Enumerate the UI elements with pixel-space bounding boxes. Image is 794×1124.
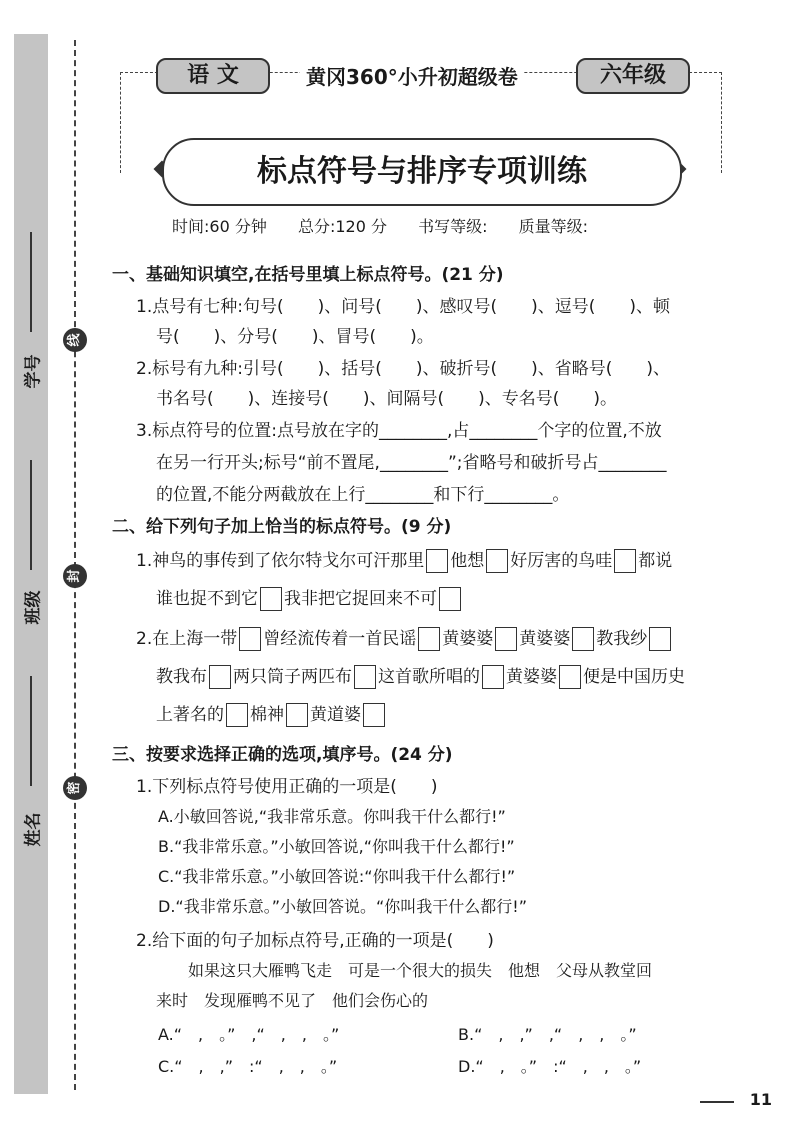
s3-q1[interactable]: 1.下列标点符号使用正确的一项是( ) bbox=[136, 777, 438, 797]
grade-badge: 六年级 bbox=[576, 58, 690, 94]
text-segment: 1.神鸟的事传到了依尔特戈尔可汗那里 bbox=[136, 551, 425, 571]
exam-meta bbox=[172, 214, 614, 237]
name-label: 姓名 bbox=[23, 812, 44, 847]
s1-q1-line1[interactable]: 1.点号有七种:句号( )、问号( )、感叹号( )、逗号( )、顿 bbox=[136, 297, 671, 317]
writing-grade: 书写等级: bbox=[418, 217, 488, 236]
text-segment: 教我纱 bbox=[596, 629, 648, 649]
s1-q2-line2[interactable]: 书名号( )、连接号( )、间隔号( )、专名号( )。 bbox=[156, 389, 618, 409]
subject-badge: 语 文 bbox=[156, 58, 270, 94]
seal-mark-line: 线 bbox=[63, 328, 87, 352]
s1-q3-line2[interactable]: 在另一行开头;标号“前不置尾,________”;省略号和破折号占________ bbox=[156, 453, 667, 473]
page-number-rule bbox=[700, 1101, 734, 1103]
text-segment: 好厉害的鸟哇 bbox=[510, 551, 613, 571]
s3-q1-option-d: D.“我非常乐意。”小敏回答说。“你叫我干什么都行!” bbox=[158, 897, 527, 916]
time-limit: 时间:60 分钟 bbox=[172, 217, 267, 236]
text-segment: 谁也捉不到它 bbox=[156, 589, 258, 609]
text-segment: 黄婆婆 bbox=[506, 667, 557, 687]
s1-q3-line3[interactable]: 的位置,不能分两截放在上行________和下行________。 bbox=[156, 485, 570, 505]
s1-q2-line1[interactable]: 2.标号有九种:引号( )、括号( )、破折号( )、省略号( )、 bbox=[136, 359, 671, 379]
s3-q1-option-b: B.“我非常乐意。”小敏回答说,“你叫我干什么都行!” bbox=[158, 837, 515, 856]
s1-q3-line1[interactable]: 3.标点符号的位置:点号放在字的________,占________个字的位置,不放 bbox=[136, 421, 662, 441]
text-segment: 黄婆婆 bbox=[519, 629, 571, 649]
text-segment: 我非把它捉回来不可 bbox=[284, 589, 437, 609]
answer-box[interactable] bbox=[226, 703, 248, 727]
text-segment: 都说 bbox=[638, 551, 673, 571]
s3-q2-passage-line1: 如果这只大雁鸭飞走 可是一个很大的损失 他想 父母从教堂回 bbox=[188, 961, 653, 980]
section-2-heading: 二、给下列句子加上恰当的标点符号。(9 分) bbox=[112, 517, 452, 537]
s2-q2-line2 bbox=[156, 662, 685, 689]
text-segment: 黄道婆 bbox=[310, 705, 361, 725]
s3-q2[interactable]: 2.给下面的句子加标点符号,正确的一项是( ) bbox=[136, 931, 494, 951]
s1-q1-line2[interactable]: 号( )、分号( )、冒号( )。 bbox=[156, 327, 434, 347]
s3-q2-option-c: C.“ , ,” :“ , , 。” bbox=[158, 1057, 338, 1076]
answer-box[interactable] bbox=[559, 665, 581, 689]
s3-q2-option-d: D.“ , 。” :“ , , 。” bbox=[458, 1057, 642, 1076]
student-id-blank[interactable] bbox=[30, 232, 32, 332]
text-segment: 两只筒子两匹布 bbox=[233, 667, 352, 687]
answer-box[interactable] bbox=[614, 549, 636, 573]
answer-box[interactable] bbox=[482, 665, 504, 689]
text-segment: 2.在上海一带 bbox=[136, 629, 238, 649]
answer-box[interactable] bbox=[486, 549, 508, 573]
text-segment: 黄婆婆 bbox=[442, 629, 494, 649]
answer-box[interactable] bbox=[286, 703, 308, 727]
page-number: 11 bbox=[749, 1090, 772, 1109]
student-id-label: 学号 bbox=[23, 354, 44, 389]
page-title: 标点符号与排序专项训练 bbox=[162, 138, 682, 206]
text-segment: 这首歌所唱的 bbox=[378, 667, 480, 687]
class-label: 班级 bbox=[23, 590, 44, 625]
s2-q1-line1 bbox=[136, 546, 672, 573]
answer-box[interactable] bbox=[354, 665, 376, 689]
answer-box[interactable] bbox=[426, 549, 448, 573]
text-segment: 棉神 bbox=[250, 705, 284, 725]
seal-mark-secret: 密 bbox=[63, 776, 87, 800]
text-segment: 上著名的 bbox=[156, 705, 224, 725]
answer-box[interactable] bbox=[495, 627, 517, 651]
answer-box[interactable] bbox=[418, 627, 440, 651]
s2-q1-line2 bbox=[156, 584, 463, 611]
answer-box[interactable] bbox=[260, 587, 282, 611]
answer-box[interactable] bbox=[439, 587, 461, 611]
answer-box[interactable] bbox=[572, 627, 594, 651]
total-score: 总分:120 分 bbox=[297, 217, 387, 236]
s2-q2-line1 bbox=[136, 624, 673, 651]
seal-mark-seal: 封 bbox=[63, 564, 87, 588]
quality-grade: 质量等级: bbox=[518, 217, 588, 236]
answer-box[interactable] bbox=[209, 665, 231, 689]
s2-q2-line3 bbox=[156, 700, 387, 727]
answer-box[interactable] bbox=[649, 627, 671, 651]
text-segment: 曾经流传着一首民谣 bbox=[263, 629, 417, 649]
s3-q2-option-b: B.“ , ,” ,“ , , 。” bbox=[458, 1025, 637, 1044]
name-blank[interactable] bbox=[30, 676, 32, 786]
section-1-heading: 一、基础知识填空,在括号里填上标点符号。(21 分) bbox=[112, 265, 504, 285]
s3-q2-passage-line2: 来时 发现雁鸭不见了 他们会伤心的 bbox=[156, 991, 429, 1010]
s3-q1-option-c: C.“我非常乐意。”小敏回答说:“你叫我干什么都行!” bbox=[158, 867, 516, 886]
series-name: 黄冈360°小升初超级卷 bbox=[300, 61, 524, 90]
answer-box[interactable] bbox=[363, 703, 385, 727]
s3-q1-option-a: A.小敏回答说,“我非常乐意。你叫我干什么都行!” bbox=[158, 807, 506, 826]
answer-box[interactable] bbox=[239, 627, 261, 651]
text-segment: 他想 bbox=[450, 551, 485, 571]
text-segment: 教我布 bbox=[156, 667, 207, 687]
text-segment: 便是中国历史 bbox=[583, 667, 685, 687]
s3-q2-option-a: A.“ , 。” ,“ , , 。” bbox=[158, 1025, 340, 1044]
section-3-heading: 三、按要求选择正确的选项,填序号。(24 分) bbox=[112, 745, 453, 765]
exam-header bbox=[120, 58, 720, 188]
class-blank[interactable] bbox=[30, 460, 32, 570]
